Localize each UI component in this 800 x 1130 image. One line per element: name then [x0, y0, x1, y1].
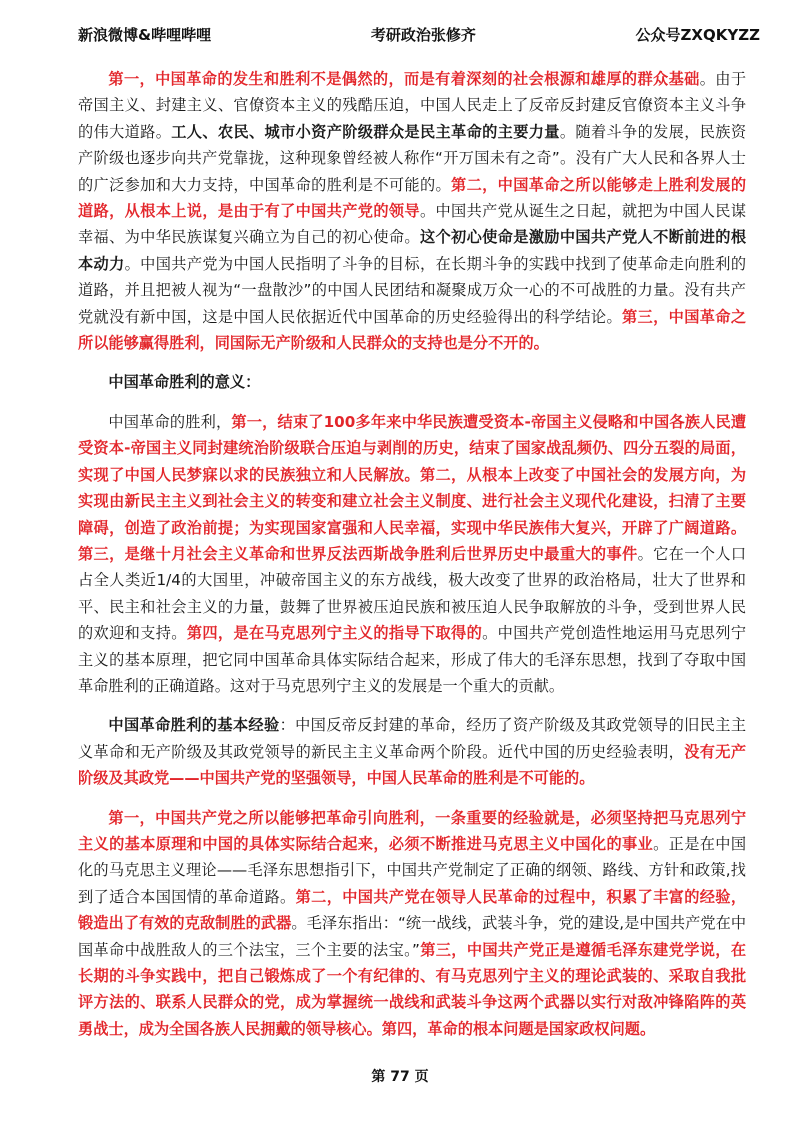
body-text: 。毛泽东指出：“统一战线，武装斗争，党的建设,是中国共产党在中国革命中战胜敌人的三个法宝，三个主要的法宝。” — [78, 914, 747, 959]
highlight-text: 第二，中国革命之所以能够走上胜利发展的道路，从根本上说，是由于有了中国共产党的领导 — [78, 175, 747, 221]
header-center-text: 考研政治张修齐 — [370, 25, 476, 44]
paragraph-experience-details — [78, 805, 746, 1043]
paragraph-basic-experience — [78, 712, 746, 791]
page-header — [78, 20, 760, 48]
highlight-text: 第一，中国革命的发生和胜利不是偶然的，而是有着深刻的社会根源和雄厚的群众基础 — [108, 70, 700, 88]
highlight-text: 第一，结束了100多年来中华民族遭受资本-帝国主义侵略和中国各族人民遭受资本-帝国主义同封建统治阶级联合压迫与剥削的历史，结束了国家战乱频仍、四分五裂的局面，实现了中国人民梦寐以求的民族独立和人民解放。第二，从根本上改变了中国社会的发展方向，为实现由新民主主义到社会主义的转变和建立社会主义制度、进行社会主义现代化建设，扫清了主要障碍，创造了政治前提；为实现国家富强和人民幸福，实现中华民族伟大复兴，开辟了广阔道路。第三，是继十月社会主义革命和世界反法西斯战争胜利后世界历史中最重大的事件 — [78, 412, 747, 563]
body-text: 。它在一个人口占全人类近1/4的大国里，冲破帝国主义的东方战线，极大改变了世界的政治格局，壮大了世界和平、民主和社会主义的力量，鼓舞了世界被压迫民族和被压迫人民争取解放的斗争，受到世界人民的欢迎和支持。 — [78, 544, 747, 643]
body-text: 。中国共产党创造性地运用马克思列宁主义的基本原理，把它同中国革命具体实际结合起来，形成了伟大的毛泽东思想，找到了夺取中国革命胜利的正确道路。这对于马克思列宁主义的发展是一个重大的贡献。 — [78, 624, 747, 695]
header-left-text: 新浪微博&哔哩哔哩 — [78, 25, 212, 44]
bold-text: 工人、农民、城市小资产阶级群众是民主革命的主要力量 — [171, 122, 560, 141]
highlight-text: 第三，中国共产党正是遵循毛泽东建党学说，在长期的斗争实践中，把自己锻炼成了一个有纪律的、有马克思列宁主义的理论武装的、采取自我批评方法的、联系人民群众的党，成为掌握统一战线和武装斗争这两个武器以实行对敌冲锋陷阵的英勇战士，成为全国各族人民拥戴的领导核心。第四，革命的根本问题是国家政权问题。 — [78, 940, 747, 1038]
bold-text: 中国革命胜利的基本经验 — [108, 716, 280, 735]
section-heading-significance: 中国革命胜利的意义： — [108, 373, 261, 392]
body-text: 。中国共产党从诞生之日起，就把为中国人民谋幸福、为中华民族谋复兴确立为自己的初心使命。 — [78, 202, 747, 247]
page-number: 第 77 页 — [371, 1069, 429, 1085]
body-text: ：中国反帝反封建的革命，经历了资产阶级及其政党领导的旧民主主义革命和无产阶级及其政党领导的新民主主义革命两个阶段。近代中国的历史经验表明， — [78, 716, 747, 761]
highlight-text: 第二，中国共产党在领导人民革命的过程中，积累了丰富的经验，锻造出了有效的克敌制胜的武器 — [78, 887, 747, 933]
highlight-text: 没有无产阶级及其政党——中国共产党的坚强领导，中国人民革命的胜利是不可能的。 — [78, 742, 747, 788]
paragraph-significance — [78, 409, 746, 699]
page-body — [78, 66, 746, 1042]
body-text: 。由于帝国主义、封建主义、官僚资本主义的残酷压迫，中国人民走上了反帝反封建反官僚资本主义斗争的伟大道路。 — [78, 70, 747, 141]
body-text: 中国革命的胜利， — [108, 412, 232, 431]
highlight-text: 第三，中国革命之所以能够赢得胜利，同国际无产阶级和人民群众的支持也是分不开的。 — [78, 307, 747, 353]
header-right-text: 公众号ZXQKYZZ — [635, 25, 760, 44]
body-text: 。中国共产党为中国人民指明了斗争的目标，在长期斗争的实践中找到了使革命走向胜利的道路，并且把被人视为“一盘散沙”的中国人民团结和凝聚成万众一心的不可战胜的力量。没有共产党就没有新中国，这是中国人民依据近代中国革命的历史经验得出的科学结论。 — [78, 254, 747, 326]
highlight-text: 第四，是在马克思列宁主义的指导下取得的 — [186, 624, 483, 643]
paragraph-revolution-causes — [78, 66, 746, 356]
body-text: 。正是在中国化的马克思主义理论——毛泽东思想指引下，中国共产党制定了正确的纲领、路线、方针和政策,找到了适合本国国情的革命道路。 — [78, 834, 747, 906]
bold-text: 这个初心使命是激励中国共产党人不断前进的根本动力 — [78, 228, 747, 273]
highlight-text: 第一，中国共产党之所以能够把革命引向胜利，一条重要的经验就是，必须坚持把马克思列宁主义的基本原理和中国的具体实际结合起来，必须不断推进马克思主义中国化的事业 — [78, 808, 746, 853]
body-text: 。随着斗争的发展，民族资产阶级也逐步向共产党靠拢，这种现象曾经被人称作“开万国未有之奇”。没有广大人民和各界人士的广泛参加和大力支持，中国革命的胜利是不可能的。 — [78, 122, 747, 194]
